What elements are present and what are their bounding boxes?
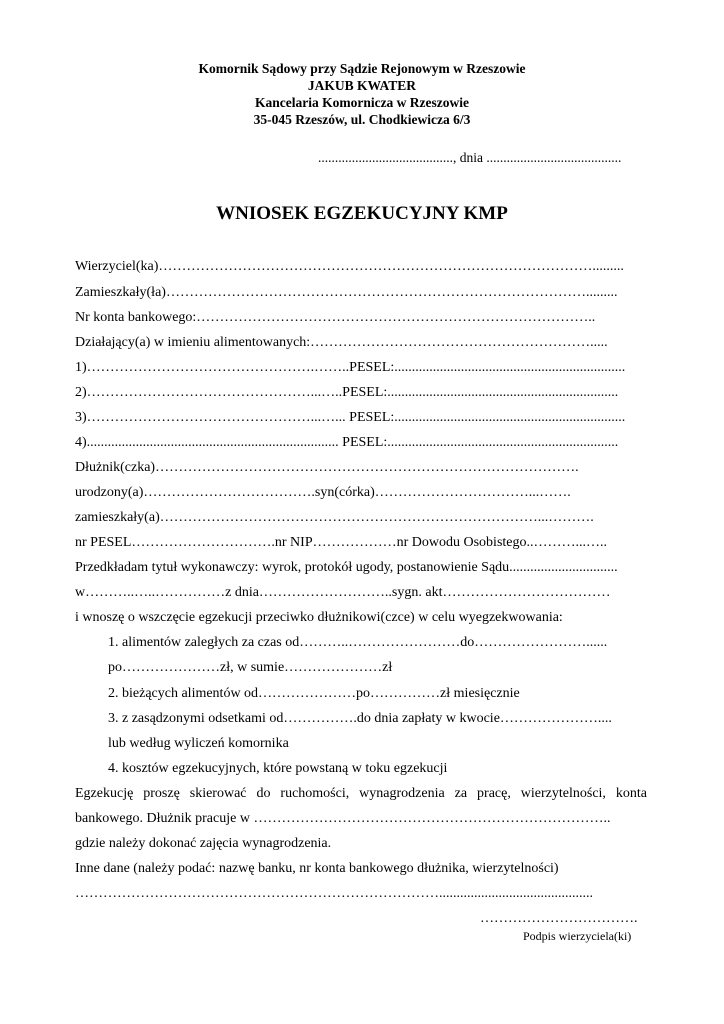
child-2-field[interactable]: 2)…………………………………………...…..PESEL:.................................................................. [75,385,619,400]
header-line-1: Komornik Sądowy przy Sądzie Rejonowym w Rzeszowie [198,61,526,76]
header-line-4: 35-045 Rzeszów, ul. Chodkiewicza 6/3 [253,112,471,127]
ids-field[interactable]: nr PESEL………………………….nr NIP………………nr Dowodu Osobistego..………...….. [75,535,607,550]
debtor-residing-field[interactable]: zamieszkały(a)………………………………………………………………………...………. [75,510,594,525]
child-4-field[interactable]: 4)........................................................................ PESEL:.................................................................. [75,435,619,450]
item-3-field[interactable]: 3. z zasądzonymi odsetkami od…………….do dnia zapłaty w kwocie………………….... [108,711,612,726]
other-text: Inne dane (należy podać: nazwę banku, nr konta bankowego dłużnika, wierzytelności) [75,861,559,876]
header-line-3: Kancelaria Komornicza w Rzeszowie [254,95,470,110]
direct-text: Egzekucję proszę skierować do ruchomości, wynagrodzenia za pracę, wierzytelności, konta [75,786,647,801]
child-1-field[interactable]: 1)………………………………………….……..PESEL:.................................................................. [75,360,626,375]
child-3-field[interactable]: 3)…………………………………………...…... PESEL:.................................................................. [75,410,626,425]
item-4-text: 4. kosztów egzekucyjnych, które powstaną w toku egzekucji [108,761,448,776]
born-field[interactable]: urodzony(a)……………………………….syn(córka)……………………………...……. [75,485,571,500]
item-2-field[interactable]: 2. bieżących alimentów od…………………po……………zł miesięcznie [108,686,520,701]
bailiff-header [0,60,724,128]
item-3b-text: lub według wyliczeń komornika [108,736,289,751]
acting-field[interactable]: Działający(a) w imieniu alimentowanych:……………………………………………………..... [75,335,608,350]
request-text: i wnoszę o wszczęcie egzekucji przeciwko dłużnikowi(czce) w celu wyegzekwowania: [75,610,563,625]
debtor-field[interactable]: Dłużnik(czka)………………………………………………………………………………. [75,460,579,475]
other-field[interactable]: ……………………………………………………………………............................................ [75,886,593,901]
date-line[interactable]: ........................................, dnia ........................................ [318,150,622,165]
signature-label: Podpis wierzyciela(ki) [523,929,632,943]
court-field[interactable]: w………..…..……………z dnia………………………..sygn. akt……………………………… [75,585,611,600]
page-title: WNIOSEK EGZEKUCYJNY KMP [216,203,508,224]
creditor-field[interactable]: Wierzyciel(ka)…………………………………………………………………………………......... [75,259,624,274]
title-exec-field[interactable]: Przedkładam tytuł wykonawczy: wyrok, protokół ugody, postanowienie Sądu............................... [75,560,618,575]
seizure-text: gdzie należy dokonać zajęcia wynagrodzenia. [75,836,332,851]
residing-field[interactable]: Zamieszkały(ła)………………………………………………………………………………......... [75,285,618,300]
signature-line[interactable]: ……………………………. [480,911,638,926]
header-line-2: JAKUB KWATER [307,78,417,93]
employer-field[interactable]: bankowego. Dłużnik pracuje w ………………………………………………………………….. [75,811,611,826]
item-1b-field[interactable]: po…………………zł, w sumie…………………zł [108,660,393,675]
account-field[interactable]: Nr konta bankowego:………………………………………………………………………….. [75,310,596,325]
item-1-field[interactable]: 1. alimentów zaległych za czas od………..……………………do……………………...... [108,635,608,650]
